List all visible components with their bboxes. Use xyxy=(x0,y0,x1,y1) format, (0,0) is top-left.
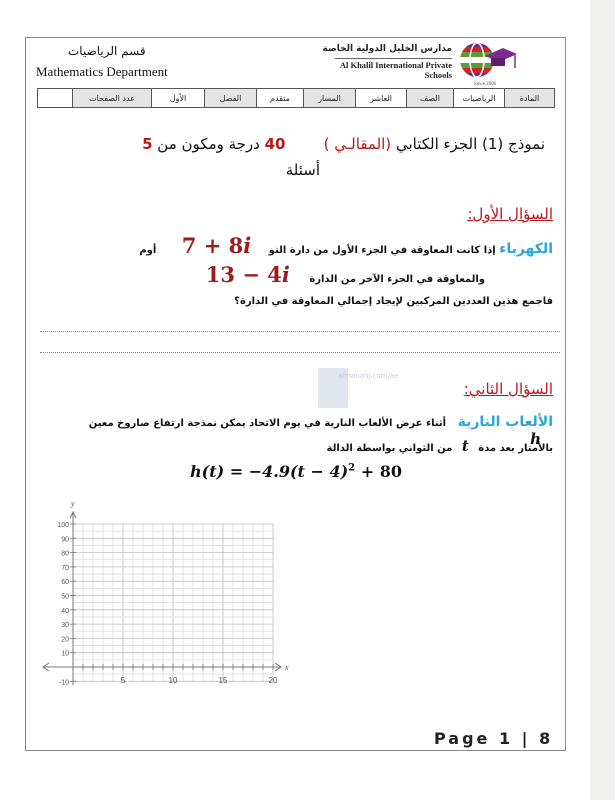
scrollbar-track[interactable] xyxy=(590,0,615,800)
coordinate-grid[interactable] xyxy=(30,490,295,695)
x-tick-label: 5 xyxy=(120,676,126,685)
info-cell-track-label: المسار xyxy=(304,89,356,108)
question1-line2 xyxy=(85,262,485,287)
info-cell-term-label: الفصل xyxy=(205,89,257,108)
question-count: 5 xyxy=(142,135,153,153)
question2-title: السؤال الثاني: xyxy=(463,380,553,398)
course-info-table xyxy=(37,88,555,108)
x-axis-label: x xyxy=(285,663,289,672)
impedance1-imag-unit: i xyxy=(243,233,252,258)
logo-since-text: Since 2006 xyxy=(473,82,497,87)
school-name-english: Al Khalil International Private Schools xyxy=(339,60,452,80)
exam-title xyxy=(40,131,545,183)
exam-title-model: نموذج (1) الجزء الكتابي xyxy=(391,135,545,153)
question1-keyword: الكهرباء xyxy=(499,241,553,257)
y-tick-label: 90 xyxy=(61,536,69,544)
exam-title-questions: أسئلة xyxy=(285,161,320,179)
answer-line-1[interactable] xyxy=(40,331,560,332)
question2-keyword: الألعاب النارية xyxy=(457,414,553,430)
department-arabic: قسم الرياضيات xyxy=(68,44,146,58)
impedance2-real: 13 − 4 xyxy=(205,262,282,287)
y-axis-label: y xyxy=(71,499,75,508)
exam-title-spacer xyxy=(286,135,324,153)
y-tick-label: 80 xyxy=(61,550,69,558)
info-cell-grade-label: الصف xyxy=(407,89,454,108)
x-tick-label: 20 xyxy=(268,676,278,685)
question1-title: السؤال الأول: xyxy=(467,205,553,223)
info-cell-term-value: الأول xyxy=(152,89,205,108)
info-cell-grade-value: العاشر xyxy=(356,89,407,108)
y-tick-label: 30 xyxy=(61,622,69,630)
y-tick-label: 50 xyxy=(61,593,69,601)
question1-text2: والمعاوقة في الجزء الآخر من الدارة xyxy=(309,274,485,285)
impedance2 xyxy=(206,262,290,287)
impedance2-imag-unit: i xyxy=(281,262,290,287)
department-english: Mathematics Department xyxy=(36,64,168,79)
question1-text1: إذا كانت المعاوقة في الجزء الأول من دارة التو xyxy=(268,245,496,256)
info-cell-pages-label: عدد الصفحات xyxy=(73,89,152,108)
watermark-url: almanahj.com/ae xyxy=(338,372,399,380)
school-logo-icon xyxy=(455,38,519,88)
x-tick-label: 15 xyxy=(218,676,228,685)
height-function-formula xyxy=(190,462,402,481)
y-tick-label: 100 xyxy=(57,522,69,529)
variable-h: h xyxy=(530,430,541,448)
school-name-divider xyxy=(335,58,452,59)
formula-rhs: −4.9(t − 4) xyxy=(248,462,349,481)
exam-score: 40 xyxy=(264,135,286,153)
y-tick-label: -10 xyxy=(58,679,69,687)
formula-tail: + 80 xyxy=(355,462,402,481)
impedance-unit: أوم xyxy=(139,245,157,256)
info-cell-track-value: متقدم xyxy=(257,89,304,108)
y-tick-label: 10 xyxy=(61,650,69,658)
school-name-arabic: مدارس الخليل الدولية الخاصة xyxy=(322,44,452,54)
formula-lhs: h(t) = xyxy=(190,462,249,481)
question2-text1: أثناء عرض الألعاب النارية في يوم الاتحاد يمكن نمذجة ارتفاع صاروخ معين xyxy=(88,418,447,429)
question2-text2b: من الثواني بواسطة الدالة xyxy=(326,443,453,454)
y-tick-label: 40 xyxy=(61,607,69,615)
y-tick-label: 60 xyxy=(61,579,69,587)
question2-text2a: بالأمتار بعد مدة xyxy=(478,443,553,454)
answer-line-2[interactable] xyxy=(40,352,560,353)
question1-line3: فاجمع هذين العددين المركبين لإيجاد إجمالي المعاوقة في الدارة؟ xyxy=(234,296,553,307)
question1-line1 xyxy=(83,233,553,258)
exam-title-degree: درجة ومكون من xyxy=(152,135,265,153)
info-cell-subject-value: الرياضيات xyxy=(454,89,505,108)
exam-title-essay: (المقالـي ) xyxy=(323,135,392,153)
info-cell-subject-label: المادة xyxy=(505,89,555,108)
question2-line2 xyxy=(63,437,553,455)
impedance1-real: 7 + 8 xyxy=(181,233,244,258)
info-cell-pages-value xyxy=(38,89,73,108)
x-tick-label: 10 xyxy=(168,676,178,685)
impedance1 xyxy=(182,233,251,258)
y-tick-label: 20 xyxy=(61,636,69,644)
page-number: Page 1 | 8 xyxy=(434,729,554,748)
variable-t: t xyxy=(461,437,469,455)
y-tick-label: 70 xyxy=(61,564,69,572)
formula-exponent: 2 xyxy=(348,462,356,474)
